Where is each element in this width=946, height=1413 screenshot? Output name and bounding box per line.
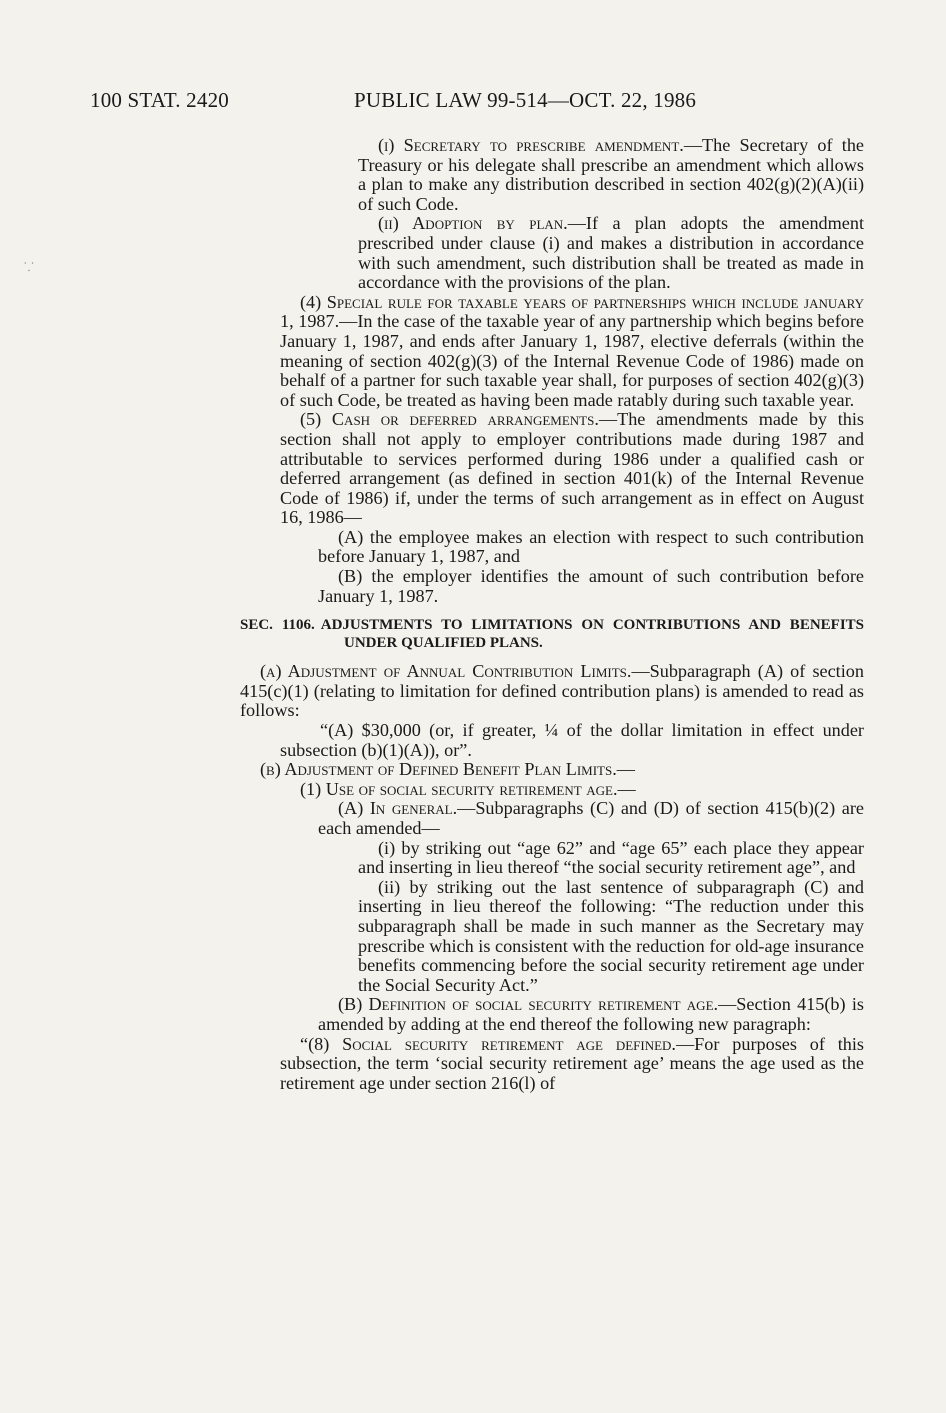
paragraph-text: —In the case of the taxable year of any partnership which begins before January 1, 1987, and ends after January 1, 1987, elective deferrals (within the meaning of section 402(g)(3) of the Internal Revenue Code of 1986) made on behalf of a partner for such taxable year shall, for purposes of section 402(g)(3) of such Code, be treated as having been made ratably during such taxable year. (280, 311, 865, 410)
public-law-title: PUBLIC LAW 99-514—OCT. 22, 1986 (354, 88, 697, 112)
clause-text: —If a plan adopts the amendment prescribed under clause (i) and makes a distribution in accordance with such amendment, such distribution shall be treated as made in accordance with the provisions of the plan. (358, 213, 864, 293)
paragraph-1 (280, 780, 864, 800)
subparagraph-text: —Section 415(b) is amended by adding at the end thereof the following new paragraph: (318, 994, 864, 1034)
subsection-a (240, 662, 864, 721)
subsection-heading: (b) Adjustment of Defined Benefit Plan Limits. (260, 759, 617, 780)
section-number: SEC. 1106. (240, 617, 315, 634)
subparagraph-heading: (B) Definition of social security retirement age. (338, 994, 719, 1015)
section-heading (240, 616, 864, 652)
paragraph-5 (280, 410, 864, 528)
new-paragraph-8 (280, 1035, 864, 1094)
scan-mark: ⸪ (24, 260, 34, 274)
paragraph-heading: “(8) Social security retirement age defined. (300, 1033, 676, 1054)
subsection-text: — (616, 759, 635, 780)
document-body (240, 136, 864, 1093)
subparagraph-heading: (A) In general. (338, 798, 458, 819)
paragraph-text: — (617, 778, 636, 799)
paragraph-heading: (5) Cash or deferred arrangements. (300, 409, 599, 430)
subsection-text: —Subparagraph (A) of section 415(c)(1) (relating to limitation for defined contribution plans) is amended to read as follows: (240, 661, 864, 721)
clause-i-striking (358, 839, 864, 878)
clause-heading: (i) Secretary to prescribe amendment. (378, 135, 684, 155)
subsection-b (240, 760, 864, 780)
clause-text: (ii) by striking out the last sentence of subparagraph (C) and inserting in lieu thereof the following: “The reduction under this subparagraph shall be made in such manner as the Secretary may prescribe which is consistent with the reduction for old-age insurance benefits commencing before the social security retirement age under the Social Security Act.” (358, 876, 864, 995)
subparagraph-a (318, 528, 864, 567)
clause-i (358, 136, 864, 214)
paragraph-4 (280, 293, 864, 411)
quoted-text: “(A) $30,000 (or, if greater, ¼ of the dollar limitation in effect under subsection (b)(1)(A)), or”. (280, 720, 864, 760)
subparagraph-text: (A) the employee makes an election with respect to such contribution before January 1, 1987, and (318, 526, 864, 567)
paragraph-heading: (4) Special rule for taxable years of partnerships which include january 1, 1987. (280, 291, 864, 332)
clause-text: —The Secretary of the Treasury or his delegate shall prescribe an amendment which allows a plan to make any distribution described in section 402(g)(2)(A)(ii) of such Code. (358, 135, 864, 214)
subparagraph-a-general (318, 799, 864, 838)
clause-ii (358, 214, 864, 292)
statute-page-number: 100 STAT. 2420 (90, 88, 229, 112)
subparagraph-b (318, 567, 864, 606)
subparagraph-text: (B) the employer identifies the amount of such contribution before January 1, 1987. (318, 566, 864, 606)
subparagraph-text: —Subparagraphs (C) and (D) of section 415(b)(2) are each amended— (318, 798, 864, 838)
amended-text-a (280, 721, 864, 760)
clause-heading: (ii) Adoption by plan. (378, 213, 568, 234)
subparagraph-b-definition (318, 995, 864, 1034)
clause-ii-striking (358, 878, 864, 996)
subsection-heading: (a) Adjustment of Annual Contribution Limits. (260, 661, 632, 682)
paragraph-text: —The amendments made by this section shall not apply to employer contributions made during 1987 and attributable to services performed during 1986 under a qualified cash or deferred arrangement (as defined in section 401(k) of the Internal Revenue Code of 1986) if, under the terms of such arrangement as in effect on August 16, 1986— (280, 409, 864, 528)
paragraph-heading: (1) Use of social security retirement age. (300, 778, 618, 799)
clause-text: (i) by striking out “age 62” and “age 65” each place they appear and inserting in lieu thereof “the social security retirement age”, and (358, 837, 864, 878)
paragraph-text: —For purposes of this subsection, the term ‘social security retirement age’ means the age used as the retirement age under section 216(l) of (280, 1033, 864, 1093)
section-title: ADJUSTMENTS TO LIMITATIONS ON CONTRIBUTIONS AND BENEFITS UNDER QUALIFIED PLANS. (320, 617, 865, 652)
